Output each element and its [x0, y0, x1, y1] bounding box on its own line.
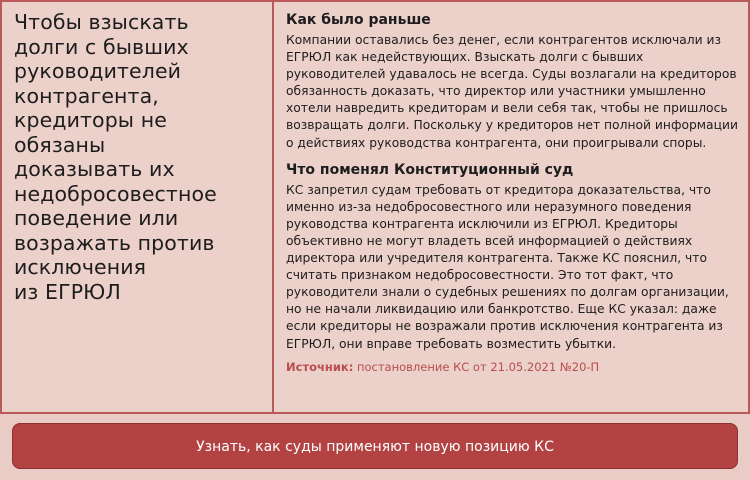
section-change-body: КС запретил судам требовать от кредитора доказательства, что именно из-за недобросовестного или неразумного поведения руководства контрагента исключили из ЕГРЮЛ. Кредиторы объективно не могут владеть всей информацией о действиях директора или учредителя контрагента. Также КС пояснил, что считать признаком недобросовестности. Это тот факт, что руководители знали о судебных решениях по долгам организации, но не начали ликвидацию или банкротство. Еще КС указал: даже если кредиторы не возражали против исключения контрагента из ЕГРЮЛ, они вправе требовать возместить убытки. [286, 182, 729, 351]
right-content [286, 10, 740, 375]
column-divider [272, 2, 274, 412]
section-before [286, 10, 740, 152]
section-before-body: Компании оставались без денег, если контрагентов исключали из ЕГРЮЛ как недействующих. Взыскать долги с бывших руководителей удавалось не всегда. Суды возлагали на кредиторов обязанность доказать, что директор или участники умышленно хотели навредить кредиторам и вели себя так, чтобы не пришлось возвращать долги. Поскольку у кредиторов нет полной информации о действиях руководства контрагента, они проигрывали споры. [286, 33, 738, 150]
section-before-title: Как было раньше [286, 12, 431, 28]
source-label: Источник: [286, 359, 354, 374]
source-text: постановление КС от 21.05.2021 №20-П [356, 359, 600, 374]
learn-more-button[interactable]: Узнать, как суды применяют новую позицию КС [12, 423, 738, 469]
section-change-title: Что поменял Конституционный суд [286, 161, 574, 178]
left-headline: Чтобы взыскать долги с бывших руководителей контрагента, кредиторы не обязаны доказывать их недобросовестное поведение или возражать против исключения из ЕГРЮЛ [14, 10, 217, 304]
source-line [286, 359, 740, 375]
section-change [286, 160, 740, 353]
